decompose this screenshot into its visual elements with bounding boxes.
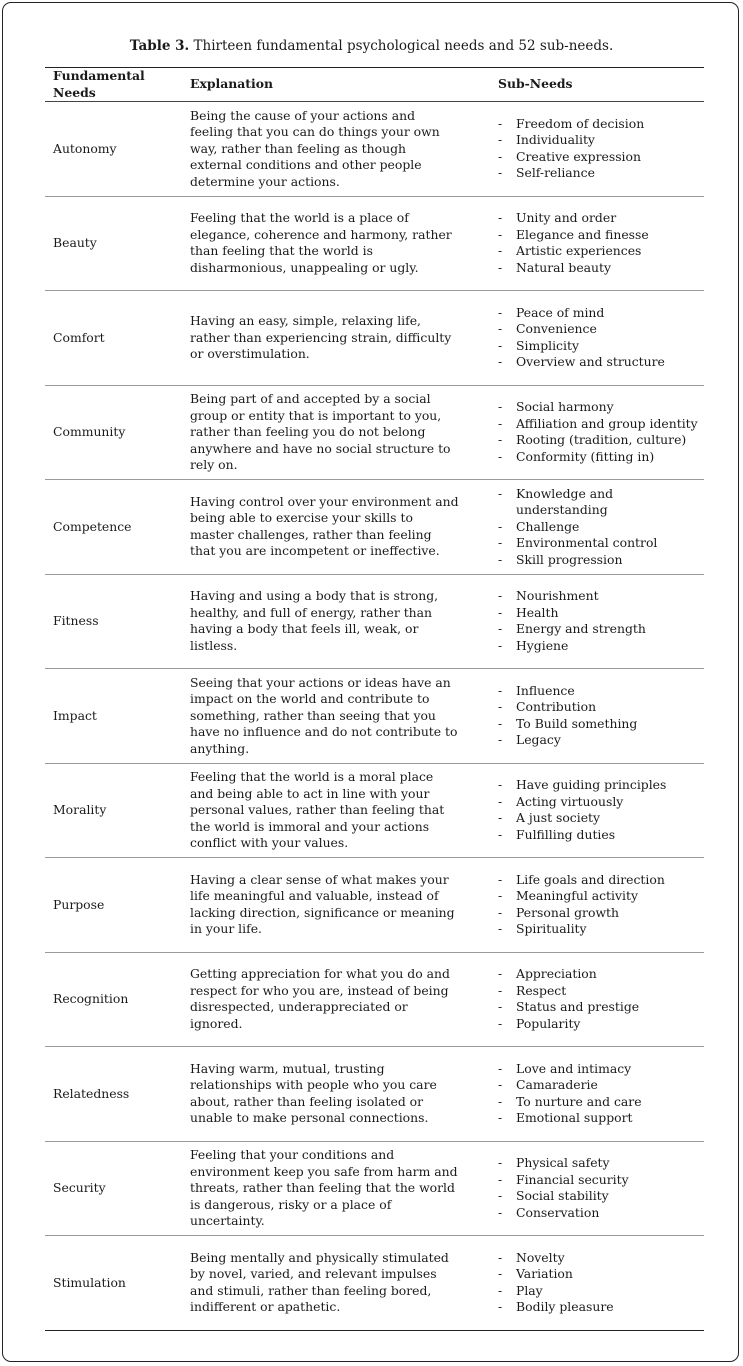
sub-need-item: - Individuality [498,132,704,149]
sub-need-item: - Financial security [498,1172,704,1189]
sub-need-item: - Contribution [498,699,704,716]
sub-need-item: - Environmental control [498,535,704,552]
sub-needs-list [498,588,704,654]
sub-needs-list [498,966,704,1032]
sub-need-item: - Have guiding principles [498,777,704,794]
need-explanation-cell [190,669,492,764]
sub-need-item: - Appreciation [498,966,704,983]
need-explanation-cell [190,1047,492,1142]
sub-needs-list [498,777,704,843]
sub-need-item: - Emotional support [498,1110,704,1127]
need-explanation: Feeling that your conditions and environment keep you safe from harm and threats, rather than feeling that the world is dangerous, risky or a place of uncertainty. [190,1147,458,1228]
sub-needs-cell [492,669,704,764]
header-explanation: Explanation [190,68,492,102]
need-explanation-cell [190,291,492,386]
sub-need-item: - A just society [498,810,704,827]
sub-need-item: - Energy and strength [498,621,704,638]
sub-need-item: - Hygiene [498,638,704,655]
sub-need-item: - Legacy [498,732,704,749]
sub-need-item: - Simplicity [498,338,704,355]
sub-need-item: - Conservation [498,1205,704,1222]
need-name: Competence [45,480,190,575]
sub-needs-list [498,305,704,371]
table-row [45,858,704,953]
sub-need-item: - Camaraderie [498,1077,704,1094]
sub-needs-cell [492,291,704,386]
sub-need-item: - Bodily pleasure [498,1299,704,1316]
sub-need-item: - Overview and structure [498,354,704,371]
sub-need-item: - Nourishment [498,588,704,605]
need-name: Comfort [45,291,190,386]
need-explanation: Having control over your environment and being able to exercise your skills to master challenges, rather than feeling that you are incompetent or ineffective. [190,493,459,559]
sub-need-item: - Respect [498,983,704,1000]
need-explanation-cell [190,1141,492,1236]
header-fundamental-needs: Fundamental Needs [45,68,190,102]
sub-need-item: - Acting virtuously [498,794,704,811]
sub-needs-cell [492,1236,704,1331]
sub-needs-cell [492,952,704,1047]
sub-need-item: - Influence [498,683,704,700]
need-name: Purpose [45,858,190,953]
sub-needs-list [498,1250,704,1316]
sub-need-item: - Physical safety [498,1155,704,1172]
need-explanation: Getting appreciation for what you do and respect for who you are, instead of being disrespected, underappreciated or ignored. [190,966,450,1031]
sub-needs-list [498,683,704,749]
table-row [45,669,704,764]
sub-need-item: - Natural beauty [498,260,704,277]
sub-need-item: - Artistic experiences [498,243,704,260]
sub-need-item: - Meaningful activity [498,888,704,905]
table-row [45,196,704,291]
sub-need-item: - Life goals and direction [498,872,704,889]
need-explanation: Feeling that the world is a moral place and being able to act in line with your personal values, rather than feeling that the world is immoral and your actions conflict with your values. [190,769,445,850]
sub-need-item: - Skill progression [498,552,704,569]
sub-needs-cell [492,385,704,480]
sub-needs-list [498,116,704,182]
need-name: Relatedness [45,1047,190,1142]
need-name: Impact [45,669,190,764]
sub-need-item: - Health [498,605,704,622]
table-row [45,1047,704,1142]
need-name: Stimulation [45,1236,190,1331]
sub-needs-list [498,1061,704,1127]
table-row [45,1141,704,1236]
sub-needs-list [498,486,704,569]
sub-needs-cell [492,1047,704,1142]
table-body [45,102,704,1331]
header-sub-needs: Sub-Needs [492,68,704,102]
sub-needs-list [498,872,704,938]
sub-need-item: - Play [498,1283,704,1300]
sub-needs-list [498,1155,704,1221]
need-name: Community [45,385,190,480]
table-row [45,480,704,575]
sub-need-item: - Knowledge and understanding [498,486,704,519]
need-explanation-cell [190,480,492,575]
sub-need-item: - Elegance and finesse [498,227,704,244]
need-explanation: Having and using a body that is strong, healthy, and full of energy, rather than having a body that feels ill, weak, or listless. [190,588,439,653]
sub-need-item: - Fulfilling duties [498,827,704,844]
need-name: Autonomy [45,102,190,197]
table-row [45,763,704,858]
needs-table [45,67,704,1331]
sub-need-item: - Status and prestige [498,999,704,1016]
sub-needs-cell [492,574,704,669]
sub-needs-cell [492,858,704,953]
caption-text: Thirteen fundamental psychological needs and 52 sub-needs. [193,38,614,54]
need-explanation: Being mentally and physically stimulated by novel, varied, and relevant impulses and stimuli, rather than feeling bored, indifferent or apathetic. [190,1249,449,1315]
sub-need-item: - Peace of mind [498,305,704,322]
sub-needs-list [498,210,704,276]
need-name: Security [45,1141,190,1236]
sub-needs-cell [492,196,704,291]
sub-needs-cell [492,102,704,197]
sub-need-item: - Convenience [498,321,704,338]
need-name: Morality [45,763,190,858]
need-explanation: Having a clear sense of what makes your life meaningful and valuable, instead of lacking direction, significance or meaning in your life. [190,871,455,937]
sub-need-item: - Affiliation and group identity [498,416,704,433]
table-row [45,291,704,386]
sub-need-item: - Popularity [498,1016,704,1033]
need-explanation-cell [190,858,492,953]
sub-need-item: - Love and intimacy [498,1061,704,1078]
sub-need-item: - Unity and order [498,210,704,227]
sub-need-item: - Novelty [498,1250,704,1267]
sub-need-item: - Personal growth [498,905,704,922]
sub-need-item: - Self-reliance [498,165,704,182]
sub-need-item: - Rooting (tradition, culture) [498,432,704,449]
sub-needs-cell [492,763,704,858]
need-explanation-cell [190,385,492,480]
need-explanation-cell [190,1236,492,1331]
need-explanation: Seeing that your actions or ideas have an impact on the world and contribute to something, rather than seeing that you have no influence and do not contribute to anything. [190,674,458,756]
sub-need-item: - Spirituality [498,921,704,938]
sub-needs-list [498,399,704,465]
need-explanation-cell [190,574,492,669]
sub-needs-cell [492,480,704,575]
table-caption [0,38,743,54]
need-name: Recognition [45,952,190,1047]
need-name: Fitness [45,574,190,669]
need-explanation-cell [190,196,492,291]
need-explanation: Feeling that the world is a place of elegance, coherence and harmony, rather than feeling that the world is disharmonious, unappealing or ugly. [190,210,452,275]
sub-need-item: - Conformity (fitting in) [498,449,704,466]
sub-needs-cell [492,1141,704,1236]
sub-need-item: - Creative expression [498,149,704,166]
table-row [45,385,704,480]
need-explanation-cell [190,102,492,197]
table-row [45,952,704,1047]
sub-need-item: - Freedom of decision [498,116,704,133]
sub-need-item: - Variation [498,1266,704,1283]
need-name: Beauty [45,196,190,291]
sub-need-item: - To Build something [498,716,704,733]
need-explanation: Having an easy, simple, relaxing life, rather than experiencing strain, difficulty or overstimulation. [190,313,452,361]
need-explanation: Being part of and accepted by a social group or entity that is important to you, rather than feeling you do not belong anywhere and have no social structure to rely on. [190,391,451,472]
sub-need-item: - To nurture and care [498,1094,704,1111]
table-row [45,574,704,669]
need-explanation: Being the cause of your actions and feeling that you can do things your own way, rather than feeling as though external conditions and other people determine your actions. [190,107,440,189]
caption-label: Table 3. [129,38,190,54]
sub-need-item: - Social stability [498,1188,704,1205]
sub-need-item: - Social harmony [498,399,704,416]
need-explanation-cell [190,763,492,858]
table-row [45,1236,704,1331]
need-explanation: Having warm, mutual, trusting relationships with people who you care about, rather than feeling isolated or unable to make personal connections. [190,1060,437,1126]
sub-need-item: - Challenge [498,519,704,536]
table-row [45,102,704,197]
need-explanation-cell [190,952,492,1047]
header-row [45,68,704,102]
